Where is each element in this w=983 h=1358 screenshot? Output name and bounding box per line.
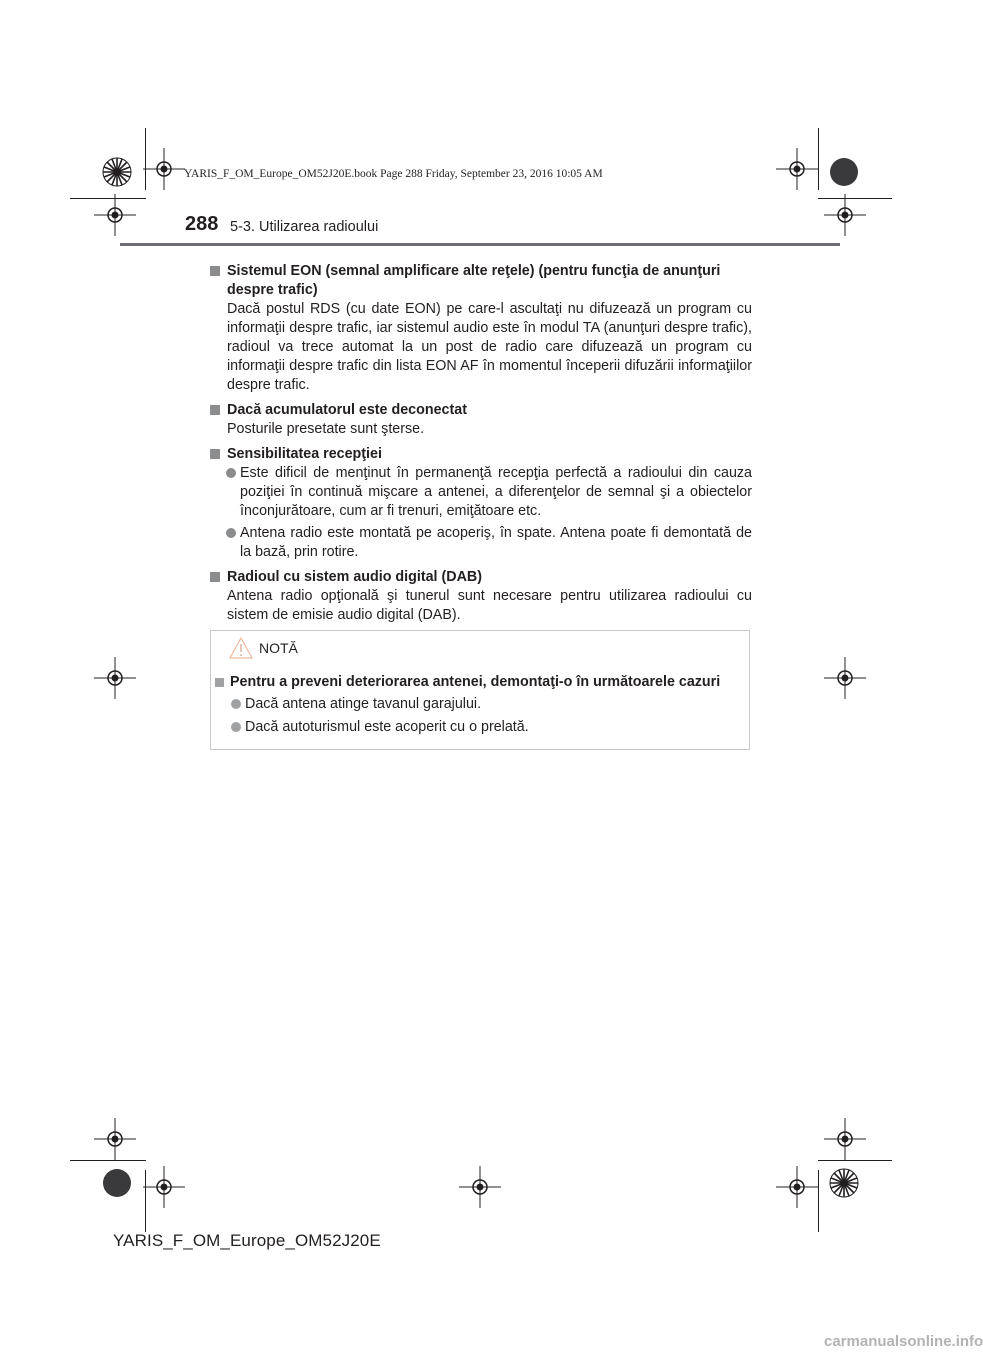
header-rule (120, 243, 840, 246)
bullet-list (210, 464, 752, 562)
section-heading: Dacă acumulatorul este deconectat (210, 401, 752, 420)
round-bullet-icon (231, 722, 241, 732)
list-item: Dacă autoturismul este acoperit cu o prelată. (215, 718, 741, 737)
registration-mark-icon (143, 1166, 185, 1208)
note-bullet-list (215, 695, 741, 737)
list-item: Antena radio este montată pe acoperiş, în spate. Antena poate fi demontată de la bază, prin rotire. (210, 524, 752, 562)
square-bullet-icon (210, 266, 220, 276)
round-bullet-icon (226, 468, 236, 478)
note-header (229, 635, 298, 661)
star-target-icon (829, 1168, 859, 1198)
note-label: NOTĂ (259, 640, 298, 656)
section-text: Posturile presetate sunt şterse. (227, 421, 425, 437)
star-target-icon (102, 157, 132, 187)
note-box (210, 630, 750, 750)
list-item: Dacă antena atinge tavanul garajului. (215, 695, 741, 714)
note-body (215, 673, 741, 741)
page-number: 288 (185, 213, 219, 235)
section-reception (210, 445, 752, 562)
registration-mark-icon (776, 148, 818, 190)
registration-mark-icon (94, 657, 136, 699)
registration-mark-icon (143, 148, 185, 190)
footer-doc-id: YARIS_F_OM_Europe_OM52J20E (113, 1231, 381, 1250)
crop-line (818, 1160, 892, 1161)
square-bullet-icon (210, 572, 220, 582)
section-heading: Radioul cu sistem audio digital (DAB) (210, 568, 752, 587)
square-bullet-icon (210, 449, 220, 459)
crop-line (70, 1160, 146, 1161)
watermark: carmanualsonline.info (824, 1333, 983, 1350)
section-battery (210, 401, 752, 439)
square-bullet-icon (210, 405, 220, 415)
solid-target-icon (102, 1168, 132, 1198)
print-slug: YARIS_F_OM_Europe_OM52J20E.book Page 288 Friday, September 23, 2016 10:05 AM (184, 168, 603, 180)
registration-mark-icon (94, 194, 136, 236)
crop-line (818, 1170, 819, 1232)
registration-mark-icon (94, 1118, 136, 1160)
registration-mark-icon (776, 1166, 818, 1208)
section-title: 5-3. Utilizarea radioului (230, 219, 379, 235)
warning-triangle-icon (229, 637, 253, 659)
section-eon (210, 262, 752, 395)
note-heading: Pentru a preveni deteriorarea antenei, demontaţi-o în următoarele cazuri (215, 673, 741, 692)
registration-mark-icon (459, 1166, 501, 1208)
section-heading: Sistemul EON (semnal amplificare alte reţele) (pentru funcţia de anunţuri despre trafic) (210, 262, 752, 300)
round-bullet-icon (231, 699, 241, 709)
registration-mark-icon (824, 194, 866, 236)
list-item: Este dificil de menţinut în permanenţă recepţia perfectă a radioului din cauza poziţiei în continuă mişcare a antenei, a diferenţelor de semnal şi a obiectelor înconjurătoare, cum ar fi trenuri, emiţătoare etc. (210, 464, 752, 521)
round-bullet-icon (226, 528, 236, 538)
registration-mark-icon (824, 657, 866, 699)
section-dab (210, 568, 752, 625)
crop-line (818, 128, 819, 190)
section-heading: Sensibilitatea recepţiei (210, 445, 752, 464)
registration-mark-icon (824, 1118, 866, 1160)
square-bullet-icon (215, 678, 224, 687)
section-text: Antena radio opţională şi tunerul sunt necesare pentru utilizarea radioului cu sistem de emisie audio digital (DAB). (227, 588, 752, 623)
section-text: Dacă postul RDS (cu date EON) pe care-l ascultaţi nu difuzează un program cu informaţii despre trafic, iar sistemul audio este în modul TA (anunţuri despre trafic), radioul va trece automat la un post de radio care difuzează un program cu informaţii despre trafic din lista EON AF în momentul începerii difuzării informaţiilor despre trafic. (227, 301, 752, 393)
solid-target-icon (829, 157, 859, 187)
page-content (210, 262, 752, 631)
